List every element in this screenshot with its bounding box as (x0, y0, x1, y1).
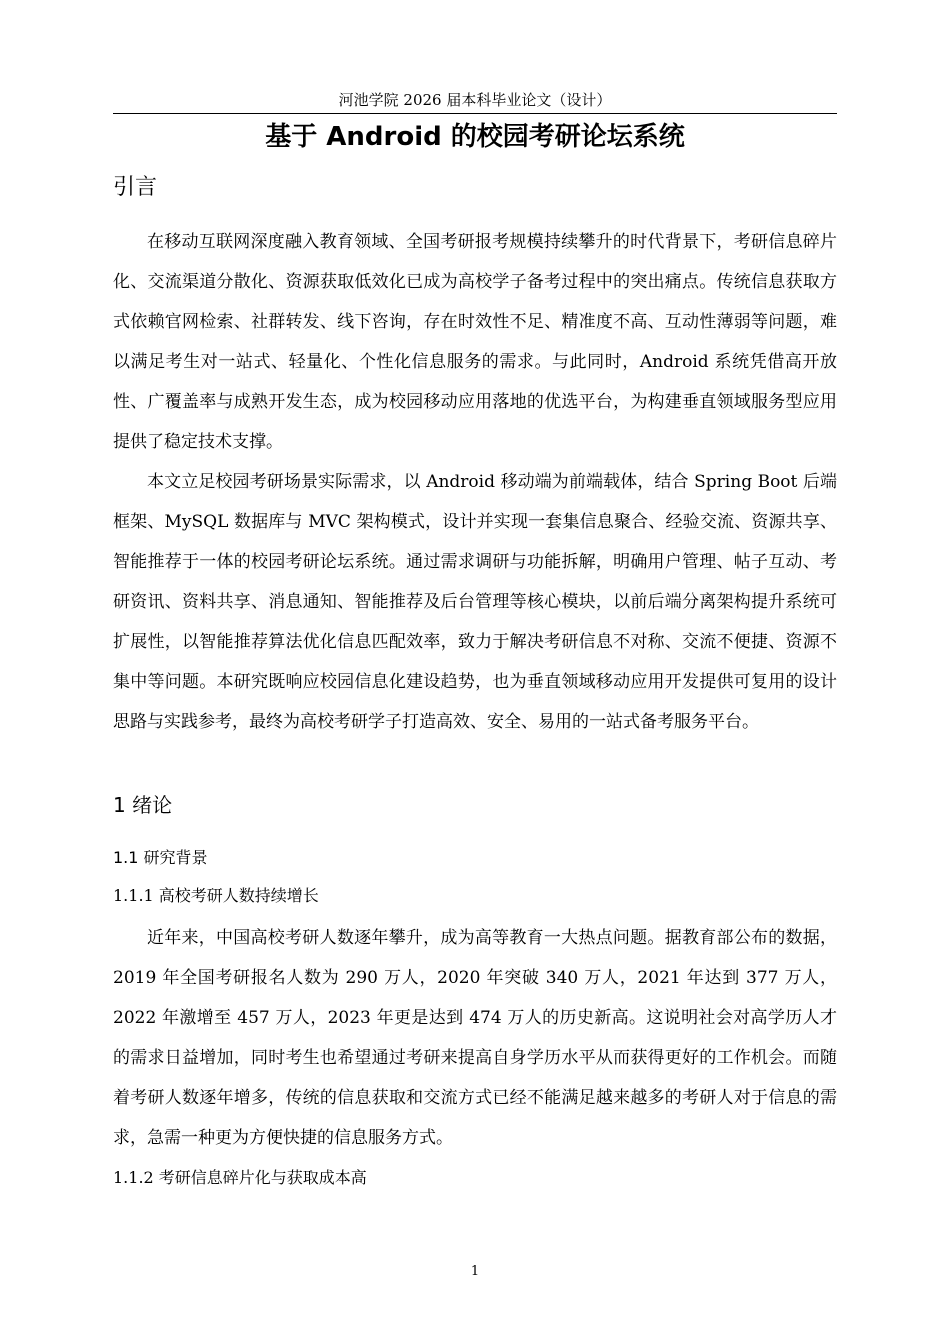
header-rule (113, 113, 837, 114)
intro-paragraph-2: 本文立足校园考研场景实际需求，以 Android 移动端为前端载体，结合 Spring Boot 后端框架、MySQL 数据库与 MVC 架构模式，设计并实现一套集信息聚合、经验交流、资源共享、智能推荐于一体的校园考研论坛系统。通过需求调研与功能拆解，明确用户管理、帖子互动、考研资讯、资料共享、消息通知、智能推荐及后台管理等核心模块，以前后端分离架构提升系统可扩展性，以智能推荐算法优化信息匹配效率，致力于解决考研信息不对称、交流不便捷、资源不集中等问题。本研究既响应校园信息化建设趋势，也为垂直领域移动应用开发提供可复用的设计思路与实践参考，最终为高校考研学子打造高效、安全、易用的一站式备考服务平台。 (113, 472, 837, 732)
paragraph-1-1-1: 近年来，中国高校考研人数逐年攀升，成为高等教育一大热点问题。据教育部公布的数据，2019 年全国考研报名人数为 290 万人，2020 年突破 340 万人，2021 年达到 377 万人，2022 年激增至 457 万人，2023 年更是达到 474 万人的历史新高。这说明社会对高学历人才的需求日益增加，同时考生也希望通过考研来提高自身学历水平从而获得更好的工作机会。而随着考研人数逐年增多，传统的信息获取和交流方式已经不能满足越来越多的考研人对于信息的需求，急需一种更为方便快捷的信息服务方式。 (113, 928, 837, 1148)
running-header: 河池学院 2026 届本科毕业论文（设计） (338, 91, 612, 109)
subsection-1-1-2-heading: 1.1.2 考研信息碎片化与获取成本高 (113, 1168, 367, 1187)
intro-heading: 引言 (113, 175, 158, 200)
document-title: 基于 Android 的校园考研论坛系统 (265, 122, 685, 152)
page-number: 1 (470, 1264, 480, 1279)
chapter-1-heading: 1 绪论 (113, 793, 173, 817)
section-1-1-heading: 1.1 研究背景 (113, 848, 208, 867)
subsection-1-1-1-heading: 1.1.1 高校考研人数持续增长 (113, 886, 319, 905)
intro-paragraph-1: 在移动互联网深度融入教育领域、全国考研报考规模持续攀升的时代背景下，考研信息碎片化、交流渠道分散化、资源获取低效化已成为高校学子备考过程中的突出痛点。传统信息获取方式依赖官网检索、社群转发、线下咨询，存在时效性不足、精准度不高、互动性薄弱等问题，难以满足考生对一站式、轻量化、个性化信息服务的需求。与此同时，Android 系统凭借高开放性、广覆盖率与成熟开发生态，成为校园移动应用落地的优选平台，为构建垂直领域服务型应用提供了稳定技术支撑。 (113, 232, 837, 452)
